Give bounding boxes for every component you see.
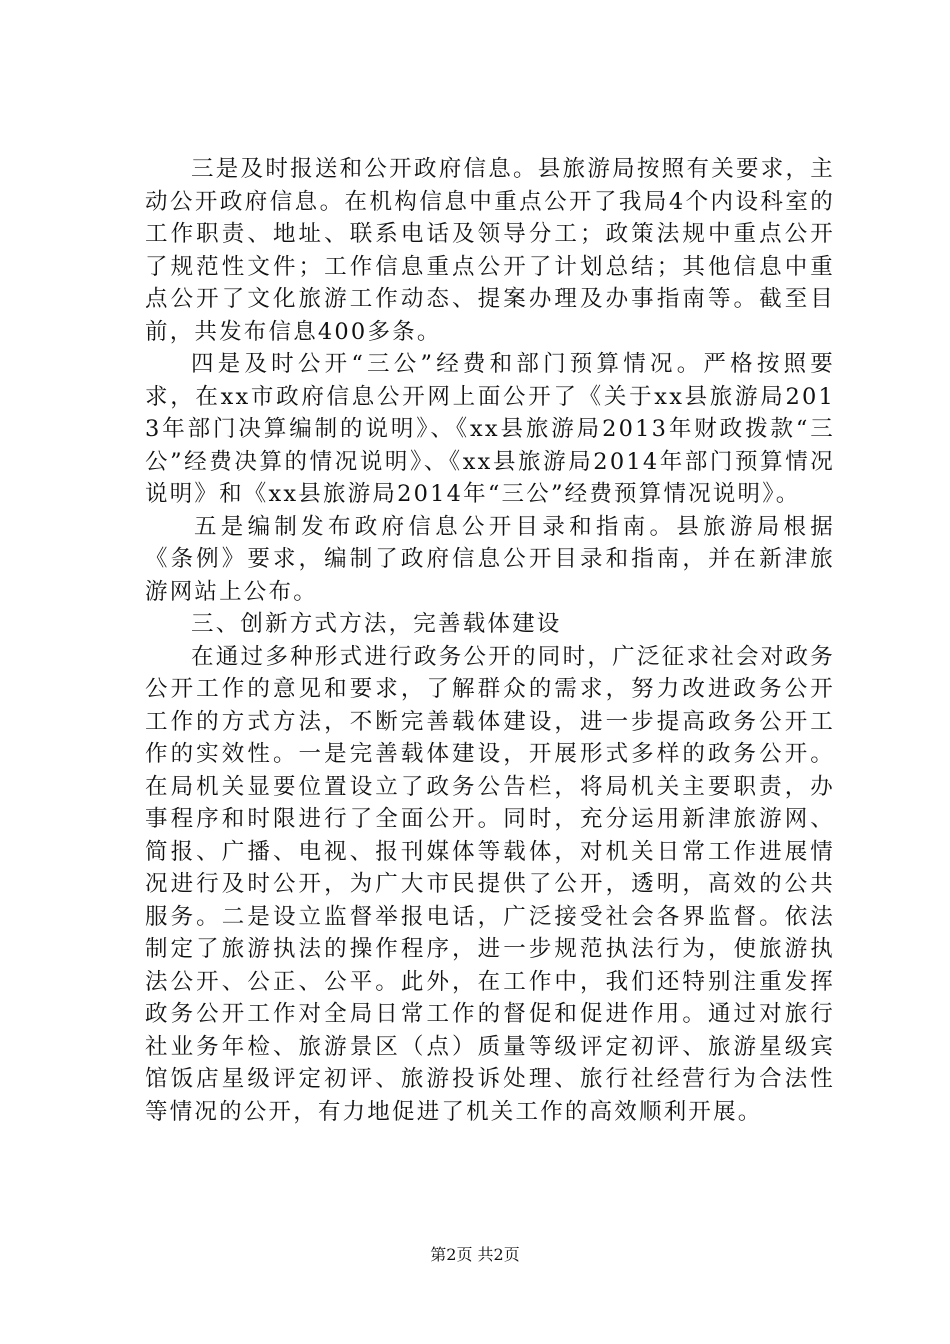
- page-footer: 第2页 共2页: [430, 1245, 520, 1264]
- paragraph-catalog-guide: 五是编制发布政府信息公开目录和指南。县旅游局根据《条例》要求，编制了政府信息公开目录和指南，并在新津旅游网站上公布。: [145, 513, 835, 605]
- paragraph-innovation-detail: 在通过多种形式进行政务公开的同时，广泛征求社会对政务公开工作的意见和要求，了解群众的需求，努力改进政务公开工作的方式方法，不断完善载体建设，进一步提高政务公开工作的实效性。一是完善载体建设，开展形式多样的政务公开。在局机关显要位置设立了政务公告栏，将局机关主要职责，办事程序和时限进行了全面公开。同时，充分运用新津旅游网、简报、广播、电视、报刊媒体等载体，对机关日常工作进展情况进行及时公开，为广大市民提供了公开，透明，高效的公共服务。二是设立监督举报电话，广泛接受社会各界监督。依法制定了旅游执法的操作程序，进一步规范执法行为，使旅游执法公开、公正、公平。此外，在工作中，我们还特别注重发挥政务公开工作对全局日常工作的督促和促进作用。通过对旅行社业务年检、旅游景区（点）质量等级评定初评、旅游星级宾馆饭店星级评定初评、旅游投诉处理、旅行社经营行为合法性等情况的公开，有力地促进了机关工作的高效顺利开展。: [145, 643, 835, 1125]
- document-body: [145, 153, 835, 1128]
- section-heading-innovation: 三、创新方式方法，完善载体建设: [191, 611, 562, 637]
- paragraph-three-public-expenses: 四是及时公开“三公”经费和部门预算情况。严格按照要求，在xx市政府信息公开网上面公开了《关于xx县旅游局2013年部门决算编制的说明》、《xx县旅游局2013年财政拨款“三公”经费决算的情况说明》、《xx县旅游局2014年部门预算情况说明》和《xx县旅游局2014年“三公”经费预算情况说明》。: [145, 351, 835, 507]
- paragraph-publish-info: 三是及时报送和公开政府信息。县旅游局按照有关要求，主动公开政府信息。在机构信息中重点公开了我局4个内设科室的工作职责、地址、联系电话及领导分工；政策法规中重点公开了规范性文件；工作信息重点公开了计划总结；其他信息中重点公开了文化旅游工作动态、提案办理及办事指南等。截至目前，共发布信息400多条。: [145, 156, 835, 345]
